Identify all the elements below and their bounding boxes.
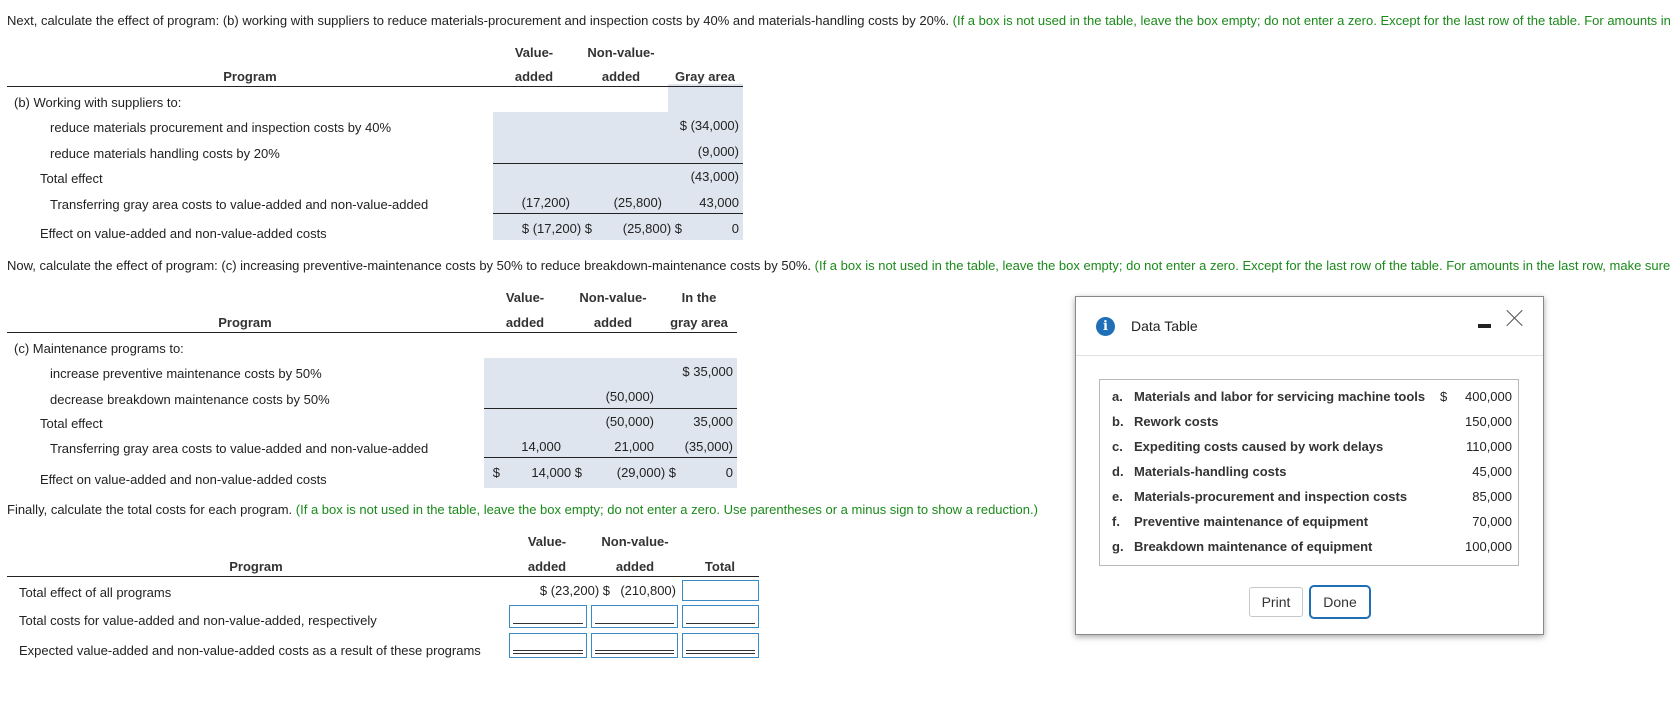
data-row-value: 400,000 — [1465, 389, 1512, 404]
instruction-c-note: (If a box is not used in the table, leave the box empty; do not enter a zero. Except for the last row of the table. For amounts in the last row, make sure — [814, 258, 1671, 273]
data-row-sign: $ — [1440, 389, 1448, 404]
row-b-5-va: $ (17,200) $ — [521, 221, 592, 236]
row-b-2-label: reduce materials handling costs by 20% — [50, 146, 280, 161]
row-c-1-gray: $ 35,000 — [682, 364, 733, 379]
data-row — [1100, 439, 1518, 463]
data-row-value: 110,000 — [1465, 439, 1512, 454]
row-b-4-gray: 43,000 — [699, 195, 739, 210]
row-b-4-label: Transferring gray area costs to value-added and non-value-added — [50, 197, 429, 212]
data-row-letter: c. — [1112, 439, 1123, 454]
underline — [686, 650, 755, 651]
data-row-letter: g. — [1112, 539, 1124, 554]
row-b-5-gray: 0 — [731, 221, 739, 236]
row-b-0-label: (b) Working with suppliers to: — [14, 95, 182, 110]
data-row — [1100, 414, 1518, 438]
dialog-header — [1076, 297, 1543, 356]
hdr-c-nva-bot: added — [593, 315, 633, 330]
row-b-1-label: reduce materials procurement and inspection costs by 40% — [50, 120, 392, 135]
underline — [686, 653, 755, 654]
instruction-total-note: (If a box is not used in the table, leave the box empty; do not enter a zero. Use parentheses or a minus sign to show a reduction.) — [295, 502, 1038, 517]
data-row — [1100, 539, 1518, 563]
expected-costs-total-input[interactable] — [682, 633, 759, 658]
hdr-t-nva-bot: added — [615, 559, 655, 574]
instruction-c-text: Now, calculate the effect of program: (c) increasing preventive-maintenance costs by 50% to reduce breakdown-maintenance costs by 50%. — [7, 258, 812, 273]
row-b-3-gray: (43,000) — [690, 169, 739, 184]
row-c-5-nva: (29,000) $ — [616, 465, 676, 480]
underline — [686, 623, 755, 624]
row-t-0-va: $ (23,200) $ — [539, 583, 610, 598]
data-row-label: Expediting costs caused by work delays — [1134, 439, 1384, 454]
done-button[interactable]: Done — [1309, 585, 1371, 619]
row-c-4-label: Transferring gray area costs to value-added and non-value-added — [50, 441, 429, 456]
row-b-5-nva: (25,800) $ — [622, 221, 682, 236]
hdr-t-total: Total — [704, 559, 735, 574]
row-b-3-label: Total effect — [40, 171, 103, 186]
hdr-t-va-top: Value- — [527, 534, 567, 549]
hdr-b-rule — [7, 86, 743, 87]
data-row-value: 150,000 — [1465, 414, 1512, 429]
row-c-2-label: decrease breakdown maintenance costs by 50% — [50, 392, 330, 407]
hdr-b-program: Program — [223, 69, 277, 84]
data-row-value: 85,000 — [1472, 489, 1512, 504]
hdr-b-gray: Gray area — [675, 69, 735, 84]
data-row — [1100, 489, 1518, 513]
hdr-t-va-bot: added — [527, 559, 567, 574]
data-row-label: Materials and labor for servicing machine tools — [1134, 389, 1426, 404]
underline — [595, 650, 674, 651]
data-row — [1100, 464, 1518, 488]
dialog-title: Data Table — [1131, 318, 1198, 334]
instruction-total-text: Finally, calculate the total costs for each program. — [7, 502, 293, 517]
data-row-label: Breakdown maintenance of equipment — [1134, 539, 1373, 554]
row-c-5-va-sign: $ — [492, 465, 500, 480]
data-table — [1099, 379, 1519, 566]
data-row — [1100, 514, 1518, 538]
instruction-b-note: (If a box is not used in the table, leave the box empty; do not enter a zero. Except for the last row of the table. For amounts in — [952, 13, 1671, 28]
expected-costs-nva-input[interactable] — [591, 633, 678, 658]
rule-b-total — [493, 213, 743, 214]
row-c-0-label: (c) Maintenance programs to: — [14, 341, 184, 356]
row-c-5-va: 14,000 $ — [531, 465, 582, 480]
underline — [513, 650, 583, 651]
row-b-4-nva: (25,800) — [613, 195, 662, 210]
row-c-5-label: Effect on value-added and non-value-added costs — [40, 472, 327, 487]
row-b-1-gray: $ (34,000) — [679, 118, 739, 133]
row-c-3-nva: (50,000) — [605, 414, 654, 429]
data-row — [1100, 389, 1518, 413]
instruction-total — [7, 502, 1038, 517]
hdr-b-nva-top: Non-value- — [587, 45, 655, 60]
row-c-3-label: Total effect — [40, 416, 103, 431]
hdr-c-nva-top: Non-value- — [579, 290, 647, 305]
data-row-letter: a. — [1112, 389, 1123, 404]
row-c-2-nva: (50,000) — [605, 389, 654, 404]
total-costs-total-input[interactable] — [682, 605, 759, 628]
data-row-letter: e. — [1112, 489, 1123, 504]
row-t-1-label: Total costs for value-added and non-value-added, respectively — [19, 613, 377, 628]
row-b-4-va: (17,200) — [521, 195, 570, 210]
data-row-value: 45,000 — [1472, 464, 1512, 479]
row-c-4-gray: (35,000) — [684, 439, 733, 454]
hdr-t-rule — [7, 576, 759, 577]
data-table-dialog — [1075, 296, 1544, 635]
row-b-5-label: Effect on value-added and non-value-added costs — [40, 226, 327, 241]
hdr-c-program: Program — [218, 315, 272, 330]
underline — [513, 653, 583, 654]
data-row-value: 100,000 — [1465, 539, 1512, 554]
hdr-c-va-top: Value- — [505, 290, 545, 305]
instruction-b — [7, 13, 1671, 28]
data-row-letter: b. — [1112, 414, 1124, 429]
data-row-value: 70,000 — [1472, 514, 1512, 529]
total-costs-nva-input[interactable] — [591, 605, 678, 628]
row-t-2-label: Expected value-added and non-value-added costs as a result of these programs — [19, 643, 481, 658]
total-effect-total-input[interactable] — [682, 580, 759, 601]
hdr-b-va-top: Value- — [514, 45, 554, 60]
row-c-5-gray: 0 — [725, 465, 733, 480]
row-c-4-va: 14,000 — [521, 439, 561, 454]
underline — [595, 653, 674, 654]
shade-b-gray-hdr — [668, 84, 743, 112]
hdr-c-gray-top: In the — [681, 290, 717, 305]
hdr-b-va-bot: added — [514, 69, 554, 84]
instruction-b-text: Next, calculate the effect of program: (b) working with suppliers to reduce materials-procurement and inspection costs by 40% and materials-handling costs by 20%. — [7, 13, 949, 28]
data-row-letter: d. — [1112, 464, 1124, 479]
instruction-c — [7, 258, 1670, 273]
hdr-c-va-bot: added — [505, 315, 545, 330]
close-icon[interactable] — [1506, 309, 1524, 327]
hdr-b-nva-bot: added — [601, 69, 641, 84]
data-row-label: Rework costs — [1134, 414, 1219, 429]
row-c-3-gray: 35,000 — [693, 414, 733, 429]
hdr-t-program: Program — [229, 559, 283, 574]
print-button[interactable]: Print — [1249, 587, 1303, 617]
rule-c-subtotal — [484, 408, 737, 409]
data-row-label: Materials-procurement and inspection costs — [1134, 489, 1408, 504]
row-c-4-nva: 21,000 — [614, 439, 654, 454]
hdr-c-rule — [7, 332, 737, 333]
underline — [595, 623, 674, 624]
data-row-label: Preventive maintenance of equipment — [1134, 514, 1369, 529]
data-row-letter: f. — [1112, 514, 1120, 529]
expected-costs-va-input[interactable] — [509, 633, 587, 658]
row-c-1-label: increase preventive maintenance costs by 50% — [50, 366, 322, 381]
rule-b-subtotal — [493, 163, 743, 164]
info-icon: i — [1096, 317, 1115, 336]
row-t-0-label: Total effect of all programs — [19, 585, 172, 600]
hdr-t-nva-top: Non-value- — [601, 534, 669, 549]
minimize-icon[interactable] — [1478, 324, 1491, 328]
rule-c-total — [484, 457, 737, 458]
data-row-label: Materials-handling costs — [1134, 464, 1287, 479]
row-b-2-gray: (9,000) — [697, 144, 739, 159]
underline — [513, 623, 583, 624]
total-costs-va-input[interactable] — [509, 605, 587, 628]
hdr-c-gray-bot: gray area — [670, 315, 728, 330]
row-t-0-nva: (210,800) — [620, 583, 676, 598]
